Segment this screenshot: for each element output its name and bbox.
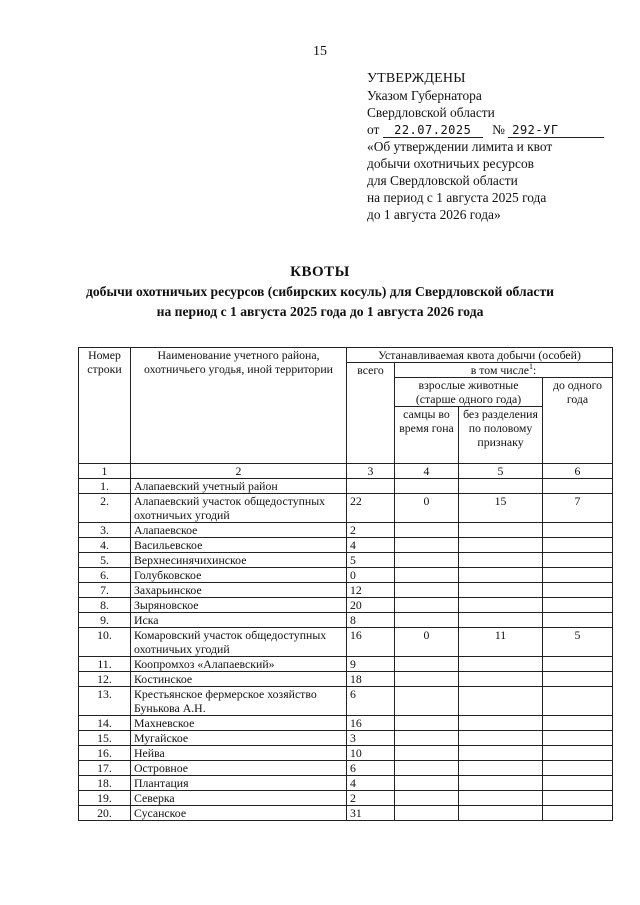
area-name-cell: Голубковское xyxy=(131,568,347,583)
row-number-cell: 20. xyxy=(79,806,131,821)
quota-total-cell: 16 xyxy=(347,628,395,657)
table-row xyxy=(79,568,613,583)
row-number-cell: 19. xyxy=(79,791,131,806)
title-sub-2: на период с 1 августа 2025 года до 1 августа 2026 года xyxy=(156,304,484,319)
table-row xyxy=(79,583,613,598)
table-row xyxy=(79,731,613,746)
quota-no-sex-cell xyxy=(459,598,543,613)
quota-under-one-cell: 7 xyxy=(543,494,613,523)
quota-total-cell: 20 xyxy=(347,598,395,613)
area-name-cell: Коопромхоз «Алапаевский» xyxy=(131,657,347,672)
quota-under-one-cell xyxy=(543,657,613,672)
quota-total-cell: 10 xyxy=(347,746,395,761)
table-row xyxy=(79,761,613,776)
table-row xyxy=(79,716,613,731)
quota-total-cell: 9 xyxy=(347,657,395,672)
quota-no-sex-cell xyxy=(459,479,543,494)
quota-males-rut-cell xyxy=(395,479,459,494)
table-row xyxy=(79,598,613,613)
table-row xyxy=(79,523,613,538)
quota-under-one-cell xyxy=(543,731,613,746)
row-number-cell: 18. xyxy=(79,776,131,791)
header-including xyxy=(395,363,613,378)
decree-date-number xyxy=(367,121,612,138)
row-number-cell: 12. xyxy=(79,672,131,687)
row-number-cell: 4. xyxy=(79,538,131,553)
area-name-cell: Зыряновское xyxy=(131,598,347,613)
index-cell: 1 xyxy=(79,464,131,479)
quota-males-rut-cell xyxy=(395,657,459,672)
quota-under-one-cell xyxy=(543,746,613,761)
quota-total-cell: 12 xyxy=(347,583,395,598)
quota-males-rut-cell xyxy=(395,583,459,598)
table-row xyxy=(79,628,613,657)
quota-total-cell: 18 xyxy=(347,672,395,687)
row-number-cell: 5. xyxy=(79,553,131,568)
quota-males-rut-cell xyxy=(395,776,459,791)
quota-no-sex-cell xyxy=(459,791,543,806)
header-adults: взрослые животные (старше одного года) xyxy=(395,378,543,407)
quota-males-rut-cell xyxy=(395,613,459,628)
index-row xyxy=(79,464,613,479)
quota-no-sex-cell xyxy=(459,523,543,538)
quota-no-sex-cell xyxy=(459,553,543,568)
quota-under-one-cell xyxy=(543,761,613,776)
quota-no-sex-cell xyxy=(459,583,543,598)
area-name-cell: Алапаевское xyxy=(131,523,347,538)
quota-total-cell: 0 xyxy=(347,568,395,583)
header-including-text: в том числе xyxy=(470,363,529,377)
quota-males-rut-cell xyxy=(395,538,459,553)
decree-date: 22.07.2025 xyxy=(383,123,483,138)
header-row-number: Номер строки xyxy=(79,348,131,464)
quota-under-one-cell xyxy=(543,583,613,598)
row-number-cell: 8. xyxy=(79,598,131,613)
quota-total-cell: 31 xyxy=(347,806,395,821)
quota-under-one-cell xyxy=(543,598,613,613)
index-cell: 6 xyxy=(543,464,613,479)
quota-total-cell: 4 xyxy=(347,538,395,553)
row-number-cell: 11. xyxy=(79,657,131,672)
row-number-cell: 15. xyxy=(79,731,131,746)
quota-total-cell: 8 xyxy=(347,613,395,628)
quota-no-sex-cell xyxy=(459,613,543,628)
date-prefix: от xyxy=(367,122,380,137)
row-number-cell: 3. xyxy=(79,523,131,538)
quota-males-rut-cell xyxy=(395,791,459,806)
quota-no-sex-cell xyxy=(459,687,543,716)
table-row xyxy=(79,479,613,494)
area-name-cell: Костинское xyxy=(131,672,347,687)
quota-no-sex-cell xyxy=(459,746,543,761)
quota-table xyxy=(78,347,613,821)
area-name-cell: Плантация xyxy=(131,776,347,791)
table-row xyxy=(79,672,613,687)
table-row xyxy=(79,613,613,628)
header-including-colon: : xyxy=(532,363,537,377)
quota-no-sex-cell: 15 xyxy=(459,494,543,523)
row-number-cell: 14. xyxy=(79,716,131,731)
quota-total-cell: 2 xyxy=(347,523,395,538)
quota-under-one-cell xyxy=(543,716,613,731)
area-name-cell: Островное xyxy=(131,761,347,776)
quota-under-one-cell xyxy=(543,806,613,821)
quota-males-rut-cell xyxy=(395,806,459,821)
quota-males-rut-cell xyxy=(395,553,459,568)
row-number-cell: 13. xyxy=(79,687,131,716)
quota-under-one-cell xyxy=(543,553,613,568)
header-name: Наименование учетного района, охотничьего угодья, иной территории xyxy=(131,348,347,464)
quota-males-rut-cell xyxy=(395,568,459,583)
number-prefix: № xyxy=(492,122,505,137)
document-title xyxy=(0,262,640,322)
approval-line-2: Свердловской области xyxy=(367,105,495,120)
decree-title-line-4: на период с 1 августа 2025 года xyxy=(367,190,547,205)
index-cell: 2 xyxy=(131,464,347,479)
index-cell: 5 xyxy=(459,464,543,479)
row-number-cell: 17. xyxy=(79,761,131,776)
quota-no-sex-cell xyxy=(459,538,543,553)
area-name-cell: Комаровский участок общедоступных охотничьих угодий xyxy=(131,628,347,657)
table-row xyxy=(79,806,613,821)
table-row xyxy=(79,776,613,791)
header-males-rut: самцы во время гона xyxy=(395,407,459,464)
row-number-cell: 6. xyxy=(79,568,131,583)
row-number-cell: 1. xyxy=(79,479,131,494)
table-row xyxy=(79,494,613,523)
quota-no-sex-cell: 11 xyxy=(459,628,543,657)
quota-under-one-cell xyxy=(543,613,613,628)
header-no-sex: без разделения по половому признаку xyxy=(459,407,543,464)
quota-under-one-cell: 5 xyxy=(543,628,613,657)
quota-males-rut-cell: 0 xyxy=(395,628,459,657)
area-name-cell: Алапаевский участок общедоступных охотничьих угодий xyxy=(131,494,347,523)
area-name-cell: Верхнесинячихинское xyxy=(131,553,347,568)
decree-title-line-1: «Об утверждении лимита и квот xyxy=(367,139,553,154)
quota-under-one-cell xyxy=(543,568,613,583)
row-number-cell: 7. xyxy=(79,583,131,598)
quota-under-one-cell xyxy=(543,672,613,687)
area-name-cell: Иска xyxy=(131,613,347,628)
title-main: КВОТЫ xyxy=(290,264,350,280)
title-sub-1: добычи охотничьих ресурсов (сибирских косуль) для Свердловской области xyxy=(86,284,554,299)
decree-title-line-3: для Свердловской области xyxy=(367,173,518,188)
row-number-cell: 16. xyxy=(79,746,131,761)
header-total: всего xyxy=(347,363,395,464)
quota-males-rut-cell xyxy=(395,523,459,538)
quota-under-one-cell xyxy=(543,776,613,791)
area-name-cell: Сусанское xyxy=(131,806,347,821)
quota-no-sex-cell xyxy=(459,716,543,731)
row-number-cell: 9. xyxy=(79,613,131,628)
area-name-cell: Нейва xyxy=(131,746,347,761)
approved-heading: УТВЕРЖДЕНЫ xyxy=(367,71,466,86)
quota-total-cell: 6 xyxy=(347,761,395,776)
area-name-cell: Васильевское xyxy=(131,538,347,553)
quota-no-sex-cell xyxy=(459,731,543,746)
quota-total-cell: 2 xyxy=(347,791,395,806)
quota-total-cell: 5 xyxy=(347,553,395,568)
quota-under-one-cell xyxy=(543,538,613,553)
quota-no-sex-cell xyxy=(459,806,543,821)
quota-no-sex-cell xyxy=(459,776,543,791)
quota-under-one-cell xyxy=(543,687,613,716)
quota-total-cell: 6 xyxy=(347,687,395,716)
quota-under-one-cell xyxy=(543,479,613,494)
quota-males-rut-cell xyxy=(395,746,459,761)
table-row xyxy=(79,746,613,761)
quota-under-one-cell xyxy=(543,791,613,806)
area-name-cell: Захарьинское xyxy=(131,583,347,598)
quota-males-rut-cell xyxy=(395,761,459,776)
quota-total-cell: 16 xyxy=(347,716,395,731)
approval-line-1: Указом Губернатора xyxy=(367,88,482,103)
area-name-cell: Крестьянское фермерское хозяйство Бунькова А.Н. xyxy=(131,687,347,716)
table-row xyxy=(79,791,613,806)
header-quota: Устанавливаемая квота добычи (особей) xyxy=(347,348,613,363)
approval-block xyxy=(367,70,612,223)
quota-under-one-cell xyxy=(543,523,613,538)
area-name-cell: Мугайское xyxy=(131,731,347,746)
quota-no-sex-cell xyxy=(459,657,543,672)
decree-number: 292-УГ xyxy=(508,123,604,138)
row-number-cell: 10. xyxy=(79,628,131,657)
quota-no-sex-cell xyxy=(459,761,543,776)
quota-total-cell: 3 xyxy=(347,731,395,746)
quota-total-cell xyxy=(347,479,395,494)
footnote-mark: 1 xyxy=(528,362,533,372)
index-cell: 3 xyxy=(347,464,395,479)
quota-males-rut-cell xyxy=(395,687,459,716)
page-number: 15 xyxy=(313,44,327,59)
header-under-one: до одного года xyxy=(543,378,613,464)
quota-males-rut-cell xyxy=(395,672,459,687)
table-row xyxy=(79,553,613,568)
quota-males-rut-cell xyxy=(395,598,459,613)
quota-total-cell: 22 xyxy=(347,494,395,523)
quota-no-sex-cell xyxy=(459,568,543,583)
table-row xyxy=(79,687,613,716)
table-row xyxy=(79,657,613,672)
area-name-cell: Северка xyxy=(131,791,347,806)
quota-males-rut-cell xyxy=(395,716,459,731)
quota-total-cell: 4 xyxy=(347,776,395,791)
quota-no-sex-cell xyxy=(459,672,543,687)
table-row xyxy=(79,538,613,553)
index-cell: 4 xyxy=(395,464,459,479)
row-number-cell: 2. xyxy=(79,494,131,523)
decree-title-line-5: до 1 августа 2026 года» xyxy=(367,207,501,222)
area-name-cell: Алапаевский учетный район xyxy=(131,479,347,494)
area-name-cell: Махневское xyxy=(131,716,347,731)
quota-males-rut-cell xyxy=(395,731,459,746)
decree-title-line-2: добычи охотничьих ресурсов xyxy=(367,156,534,171)
quota-males-rut-cell: 0 xyxy=(395,494,459,523)
